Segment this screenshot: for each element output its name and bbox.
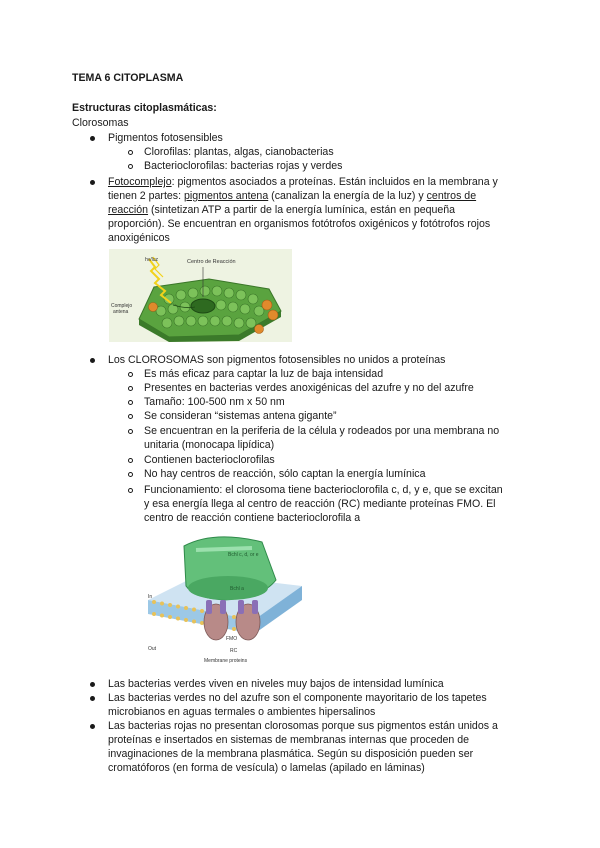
fotocomplejo-line-1 xyxy=(108,175,498,189)
term-pigmentos-antena: pigmentos antena xyxy=(183,190,269,202)
sub-bullet-eficaz: Es más eficaz para captar la luz de baja intensidad xyxy=(144,368,384,380)
page-title: TEMA 6 CITOPLASMA xyxy=(72,72,184,84)
section-heading: Estructuras citoplasmáticas: xyxy=(72,102,217,114)
bullet-dot xyxy=(90,682,95,687)
sub-bullet-circle xyxy=(128,488,133,493)
bullet-bacterias-rojas-3: invaginaciones de la membrana plasmática. Según su disposición pueden ser xyxy=(108,748,474,760)
bullet-dot xyxy=(90,358,95,363)
sub-bullet-funcionamiento-3: centro de reacción contiene bacterioclorofila a xyxy=(144,512,361,524)
sub-bullet-antena-gigante: Se consideran “sistemas antena gigante” xyxy=(144,410,337,422)
sub-bullet-circle xyxy=(128,150,133,155)
bullet-no-azufre-1: Las bacterias verdes no del azufre son el componente mayoritario de los tapetes xyxy=(108,692,487,704)
fotocomplejo-line-5: anoxigénicos xyxy=(108,232,170,244)
sub-bullet-circle xyxy=(128,429,133,434)
label-luz: hν/luz xyxy=(145,257,159,263)
label-membrane-proteins: Membrane proteins xyxy=(204,658,248,664)
text-span: (sintetizan ATP a partir de la energía lumínica, están en pequeña xyxy=(148,204,456,216)
label-bchl-a: Bchl a xyxy=(230,586,244,592)
fotocomplejo-line-2 xyxy=(108,189,476,203)
label-antena: antena xyxy=(113,309,129,315)
sub-bullet-circle xyxy=(128,472,133,477)
text-span: : pigmentos asociados a proteínas. Están incluidos en la membrana y xyxy=(171,176,498,188)
sub-bullet-bacterioclorofilas: Bacterioclorofilas: bacterias rojas y verdes xyxy=(144,160,343,172)
text-span: tienen 2 partes: xyxy=(108,190,184,202)
chlorosome-highlight xyxy=(196,548,252,550)
sub-bullet-circle xyxy=(128,372,133,377)
bullet-dot xyxy=(90,136,95,141)
clorosoma-figure xyxy=(144,528,304,668)
label-bchl-cde: Bchl c, d, or e xyxy=(228,552,259,558)
sub-bullet-no-centros: No hay centros de reacción, sólo captan la energía lumínica xyxy=(144,468,426,480)
sub-bullet-circle xyxy=(128,164,133,169)
sub-bullet-circle xyxy=(128,414,133,419)
sub-bullet-presentes: Presentes en bacterias verdes anoxigénicas del azufre y no del azufre xyxy=(144,382,474,394)
fotocomplejo-figure xyxy=(109,249,292,342)
term-reaccion: reacción xyxy=(108,204,149,216)
label-centro-reaccion: Centro de Reacción xyxy=(187,259,236,265)
sub-bullet-funcionamiento-1: Funcionamiento: el clorosoma tiene bacterioclorofila c, d, y e, que se excitan xyxy=(144,484,503,496)
bullet-bacterias-verdes: Las bacterias verdes viven en niveles muy bajos de intensidad lumínica xyxy=(108,678,444,690)
label-in: In xyxy=(148,594,153,600)
sub-bullet-circle xyxy=(128,458,133,463)
fotocomplejo-line-3 xyxy=(108,203,455,217)
sub-bullet-periferia-2: unitaria (monocapa lipídica) xyxy=(144,439,275,451)
sub-bullet-periferia-1: Se encuentran en la periferia de la célula y rodeados por una membrana no xyxy=(144,425,500,437)
bullet-dot xyxy=(90,696,95,701)
bullet-bacterias-rojas-2: proteínas e insertados en sistemas de membranas internas que proceden de xyxy=(108,734,469,746)
sub-bullet-bacterioclorofilas: Contienen bacterioclorofilas xyxy=(144,454,275,466)
reaction-center xyxy=(191,299,215,313)
bullet-pigmentos: Pigmentos fotosensibles xyxy=(108,132,223,144)
baseplate xyxy=(188,576,268,600)
sub-bullet-funcionamiento-2: y esa energía llega al centro de reacción (RC) mediante proteínas FMO. El xyxy=(144,498,496,510)
sub-bullet-tamano: Tamaño: 100-500 nm x 50 nm xyxy=(144,396,285,408)
label-complejo: Complejo xyxy=(111,303,133,309)
subsection-label: Clorosomas xyxy=(72,117,129,129)
label-rc: RC xyxy=(230,648,238,654)
bullet-clorosomas: Los CLOROSOMAS son pigmentos fotosensibles no unidos a proteínas xyxy=(108,354,446,366)
sub-bullet-clorofilas: Clorofilas: plantas, algas, cianobacterias xyxy=(144,146,334,158)
bullet-no-azufre-2: microbianos en aguas termales o ambientes hipersalinos xyxy=(108,706,376,718)
bullet-dot xyxy=(90,180,95,185)
bullet-dot xyxy=(90,724,95,729)
sub-bullet-circle xyxy=(128,400,133,405)
term-centros-de: centros de xyxy=(426,190,477,202)
fotocomplejo-line-4: proporción). Se encuentran en organismos fotótrofos oxigénicos y fotótrofos rojos xyxy=(108,218,491,230)
label-out: Out xyxy=(148,646,157,652)
sub-bullet-circle xyxy=(128,386,133,391)
bullet-bacterias-rojas-1: Las bacterias rojas no presentan clorosomas porque sus pigmentos están unidos a xyxy=(108,720,498,732)
term-fotocomplejo: Fotocomplejo xyxy=(108,176,172,188)
text-span: (canalizan la energía de la luz) y xyxy=(268,190,427,202)
bullet-bacterias-rojas-4: cromatóforos (en forma de vesícula) o lamelas (apilado en láminas) xyxy=(108,762,425,774)
label-fmo: FMO xyxy=(226,636,238,642)
